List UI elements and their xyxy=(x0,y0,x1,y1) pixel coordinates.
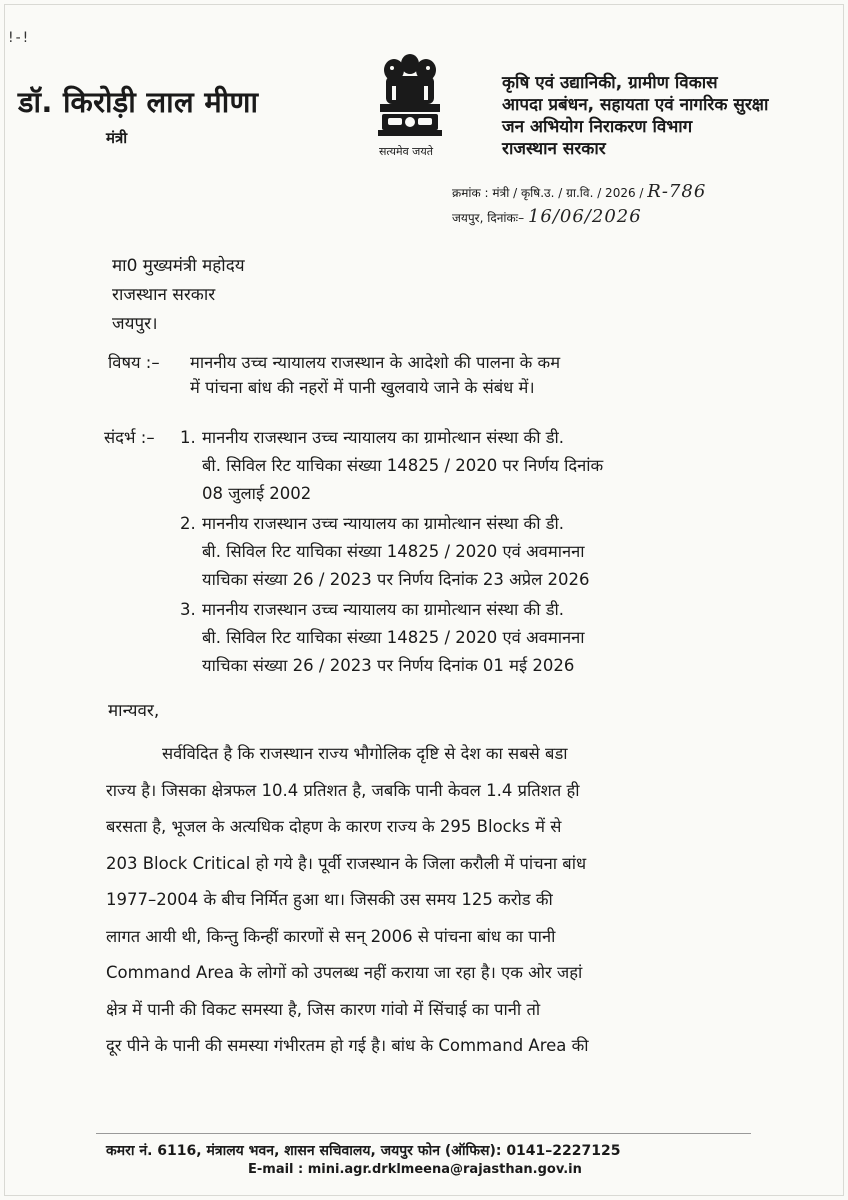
reference-item-line: माननीय राजस्थान उच्च न्यायालय का ग्रामोत्थान संस्था की डी. xyxy=(202,428,565,447)
department-line: राजस्थान सरकार xyxy=(502,139,606,159)
subject-label: विषय :– xyxy=(108,353,160,372)
reference-item-line: 08 जुलाई 2002 xyxy=(202,484,312,503)
body-line: दूर पीने के पानी की समस्या गंभीरतम हो गई है। बांध के Command Area की xyxy=(106,1036,589,1055)
reference-item-line: बी. सिविल रिट याचिका संख्या 14825 / 2020 एवं अवमानना xyxy=(202,542,585,561)
subject-block xyxy=(108,350,560,400)
body-line: क्षेत्र में पानी की विकट समस्या है, जिस कारण गांवो में सिंचाई का पानी तो xyxy=(106,999,541,1019)
body-line: बरसता है, भूजल के अत्यधिक दोहण के कारण राज्य के 295 Blocks में से xyxy=(106,817,562,836)
body-line: Command Area के लोगों को उपलब्ध नहीं कराया जा रहा है। एक ओर जहां xyxy=(106,963,583,982)
reference-item-number: 1. xyxy=(180,428,196,447)
department-block xyxy=(502,72,768,160)
date-label: जयपुर, दिनांकः– xyxy=(452,211,525,225)
footer-address: कमरा नं. 6116, मंत्रालय भवन, शासन सचिवालय, जयपुर फोन (ऑफिस): 0141–2227125 xyxy=(106,1143,621,1159)
body-line: सर्वविदित है कि राजस्थान राज्य भौगोलिक दृष्टि से देश का सबसे बडा xyxy=(162,744,568,763)
recipient-line: मा0 मुख्यमंत्री महोदय xyxy=(112,256,245,276)
reference-item-number: 2. xyxy=(180,514,196,533)
salutation: मान्यवर, xyxy=(108,701,160,721)
reference-item-line: याचिका संख्या 26 / 2023 पर निर्णय दिनांक 23 अप्रेल 2026 xyxy=(202,570,590,589)
reference-item-line: माननीय राजस्थान उच्च न्यायालय का ग्रामोत्थान संस्था की डी. xyxy=(202,600,565,619)
reference-item-line: बी. सिविल रिट याचिका संख्या 14825 / 2020 एवं अवमानना xyxy=(202,628,585,647)
sandarbh-label: संदर्भ :– xyxy=(104,428,155,447)
subject-line: माननीय उच्च न्यायालय राजस्थान के आदेशो की पालना के कम xyxy=(190,353,561,372)
date-handwritten: 16/06/2026 xyxy=(527,206,642,227)
kramank-line xyxy=(452,180,706,205)
body-line: 1977–2004 के बीच निर्मित हुआ था। जिसकी उस समय 125 करोड की xyxy=(106,890,553,909)
date-line xyxy=(452,205,706,230)
subject-line: में पांचना बांध की नहरों में पानी खुलवाये जाने के संबंध में। xyxy=(190,378,535,397)
body-line: राज्य है। जिसका क्षेत्रफल 10.4 प्रतिशत है, जबकि पानी केवल 1.4 प्रतिशत ही xyxy=(106,780,580,800)
footer-email: E-mail : mini.agr.drklmeena@rajasthan.gov.in xyxy=(248,1162,582,1177)
body-line: लागत आयी थी, किन्तु किन्हीं कारणों से सन् 2006 से पांचना बांध का पानी xyxy=(106,926,556,946)
recipient-line: जयपुर। xyxy=(112,314,158,334)
department-line: जन अभियोग निराकरण विभाग xyxy=(502,117,693,137)
kramank-label: क्रमांक : मंत्री / कृषि.उ. / ग्रा.वि. / 2026 / xyxy=(452,186,644,200)
corner-mark: !-! xyxy=(8,30,31,46)
emblem-motto: सत्यमेव जयते xyxy=(378,145,433,158)
body-line: 203 Block Critical हो गये है। पूर्वी राजस्थान के जिला करौली में पांचना बांध xyxy=(106,853,587,873)
footer-divider xyxy=(96,1133,751,1134)
recipient-address xyxy=(112,252,245,339)
letter-body xyxy=(106,736,742,1065)
reference-item-line: बी. सिविल रिट याचिका संख्या 14825 / 2020 पर निर्णय दिनांक xyxy=(202,456,604,475)
recipient-line: राजस्थान सरकार xyxy=(112,285,216,305)
minister-role: मंत्री xyxy=(106,129,128,147)
department-line: कृषि एवं उद्यानिकी, ग्रामीण विकास xyxy=(502,73,718,93)
reference-block xyxy=(452,180,706,230)
reference-item-line: याचिका संख्या 26 / 2023 पर निर्णय दिनांक 01 मई 2026 xyxy=(202,656,575,675)
reference-item-number: 3. xyxy=(180,600,196,619)
department-line: आपदा प्रबंधन, सहायता एवं नागरिक सुरक्षा xyxy=(502,95,769,115)
kramank-handwritten: R-786 xyxy=(647,181,707,202)
minister-name: डॉ. किरोड़ी लाल मीणा xyxy=(18,85,259,119)
reference-item-line: माननीय राजस्थान उच्च न्यायालय का ग्रामोत्थान संस्था की डी. xyxy=(202,514,565,533)
